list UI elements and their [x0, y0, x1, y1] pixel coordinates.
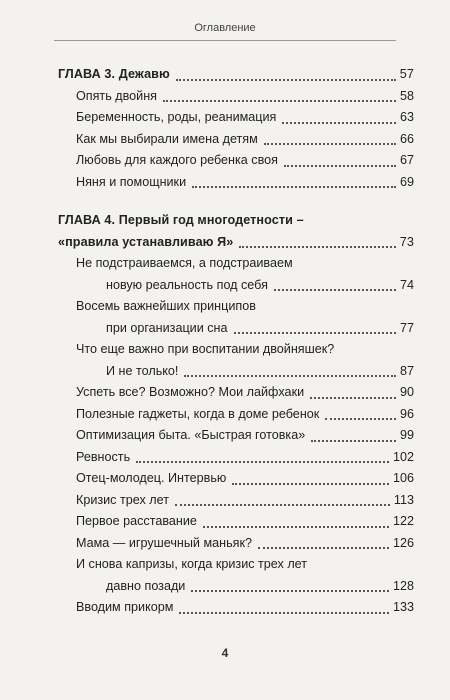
page-number: 106 [392, 471, 414, 485]
toc-item[interactable] [58, 533, 414, 555]
item-title-cont: новую реальность под себя [106, 277, 268, 292]
toc-chapter-4-line2[interactable] [58, 232, 414, 254]
item-title: Полезные гаджеты, когда в доме ребенок [76, 406, 320, 421]
toc-item-line1[interactable] [58, 253, 414, 275]
dot-leader [311, 440, 396, 442]
toc-chapter-4-line1[interactable] [58, 210, 414, 232]
toc-item[interactable] [58, 425, 414, 447]
dot-leader [239, 246, 395, 248]
chapter-title: ГЛАВА 4. Первый год многодетности – [58, 213, 304, 227]
dot-leader [203, 526, 389, 528]
dot-leader [234, 332, 396, 334]
item-title: Не подстраиваемся, а подстраиваем [76, 256, 293, 270]
page-number: 96 [399, 406, 414, 421]
toc-item[interactable] [58, 511, 414, 533]
page-number: 66 [399, 131, 414, 146]
page-number: 87 [399, 363, 414, 378]
page-number: 113 [393, 492, 414, 507]
toc-chapter-3[interactable] [58, 64, 414, 86]
toc-item[interactable] [58, 382, 414, 404]
item-title: Ревность [76, 449, 131, 464]
page-number: 58 [399, 88, 414, 103]
page-number: 67 [399, 153, 414, 167]
toc-item[interactable] [58, 150, 414, 172]
toc-item[interactable] [58, 597, 414, 619]
item-title: Как мы выбирали имена детям [76, 131, 258, 146]
item-title: Любовь для каждого ребенка своя [76, 153, 278, 167]
section-gap [58, 193, 414, 210]
chapter-title-cont: «правила устанавливаю Я» [58, 234, 234, 249]
page-number: 90 [399, 385, 414, 399]
dot-leader [191, 590, 389, 592]
item-title-cont: при организации сна [106, 320, 228, 335]
item-title: Оптимизация быта. «Быстрая готовка» [76, 428, 306, 442]
toc-item-line1[interactable] [58, 339, 414, 361]
dot-leader [264, 143, 396, 145]
page-number: 57 [399, 67, 414, 81]
running-head: Оглавление [194, 22, 256, 34]
item-title: Кризис трех лет [76, 492, 169, 507]
dot-leader [175, 504, 390, 506]
item-title: Первое расставание [76, 514, 197, 528]
dot-leader [325, 418, 396, 420]
item-title: Мама — игрушечный маньяк? [76, 535, 252, 550]
item-title: Опять двойня [76, 88, 157, 103]
toc-item-line2[interactable] [58, 361, 414, 383]
chapter-title: ГЛАВА 3. Дежавю [58, 67, 170, 81]
item-title: Няня и помощники [76, 174, 187, 189]
toc-item-line2[interactable] [58, 576, 414, 598]
dot-leader [274, 289, 396, 291]
toc-item-line1[interactable] [58, 554, 414, 576]
page-number: 73 [399, 234, 414, 249]
toc-item-line2[interactable] [58, 275, 414, 297]
item-title: Отец-молодец. Интервью [76, 471, 227, 485]
page-number: 74 [399, 277, 414, 292]
page-number: 77 [399, 320, 414, 335]
dot-leader [192, 186, 396, 188]
dot-leader [163, 100, 396, 102]
toc-item[interactable] [58, 447, 414, 469]
dot-leader [282, 122, 396, 124]
item-title-cont: давно позади [106, 578, 186, 593]
page-number: 128 [392, 578, 414, 593]
item-title-cont: И не только! [106, 363, 179, 378]
page-number: 99 [399, 428, 414, 442]
toc-item-line2[interactable] [58, 318, 414, 340]
dot-leader [136, 461, 389, 463]
item-title: Восемь важнейших принципов [76, 299, 256, 313]
item-title: Что еще важно при воспитании двойняшек? [76, 342, 335, 356]
toc-item[interactable] [58, 86, 414, 108]
item-title: Успеть все? Возможно? Мои лайфхаки [76, 385, 305, 399]
header-rule [54, 40, 396, 41]
page-number: 63 [399, 110, 414, 124]
dot-leader [179, 612, 389, 614]
page-number: 69 [399, 174, 414, 189]
toc-item[interactable] [58, 129, 414, 151]
toc-item-line1[interactable] [58, 296, 414, 318]
toc-item[interactable] [58, 490, 414, 512]
dot-leader [232, 483, 389, 485]
dot-leader [284, 165, 396, 167]
page-number: 122 [392, 514, 414, 528]
dot-leader [176, 79, 396, 81]
dot-leader [258, 547, 389, 549]
toc-item[interactable] [58, 468, 414, 490]
item-title: Беременность, роды, реанимация [76, 110, 277, 124]
page-number: 102 [392, 449, 414, 464]
dot-leader [310, 397, 396, 399]
toc-item[interactable] [58, 107, 414, 129]
page-number-footer: 4 [221, 646, 229, 660]
page-number: 133 [392, 600, 414, 614]
table-of-contents [58, 64, 414, 619]
item-title: Вводим прикорм [76, 600, 174, 614]
dot-leader [184, 375, 396, 377]
item-title: И снова капризы, когда кризис трех лет [76, 557, 308, 571]
toc-item[interactable] [58, 172, 414, 194]
page-number: 126 [392, 535, 414, 550]
toc-item[interactable] [58, 404, 414, 426]
